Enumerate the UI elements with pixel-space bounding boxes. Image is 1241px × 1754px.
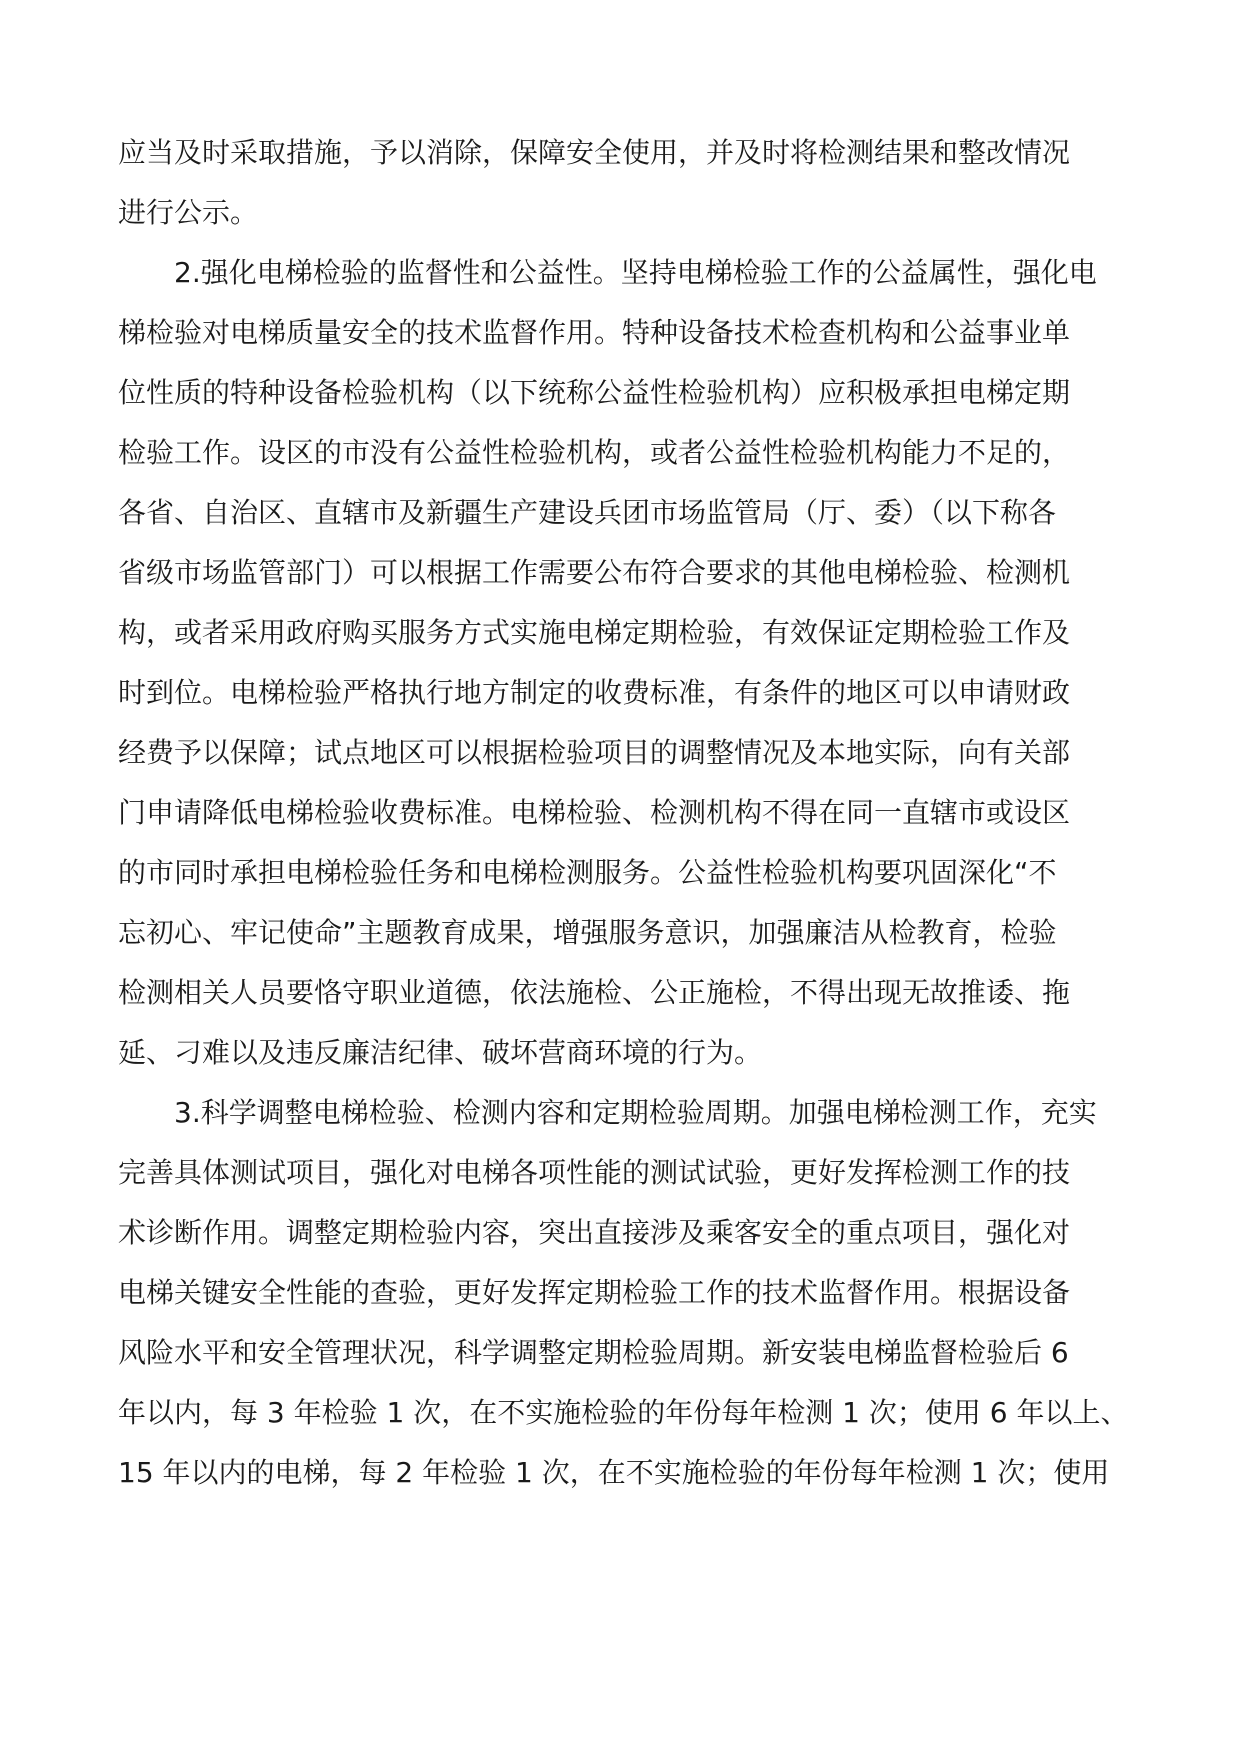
text-line: 忘初心、牢记使命”主题教育成果，增强服务意识，加强廉洁从检教育，检验 [118, 916, 1057, 949]
text-line: 完善具体测试项目，强化对电梯各项性能的测试试验，更好发挥检测工作的技 [118, 1156, 1071, 1189]
text-line: 检测相关人员要恪守职业道德，依法施检、公正施检，不得出现无故推诿、拖 [118, 976, 1071, 1009]
text-line: 电梯关键安全性能的查验，更好发挥定期检验工作的技术监督作用。根据设备 [118, 1276, 1071, 1309]
paragraph-start-line: 3.科学调整电梯检验、检测内容和定期检验周期。加强电梯检测工作，充实 [174, 1096, 1097, 1129]
text-line: 术诊断作用。调整定期检验内容，突出直接涉及乘客安全的重点项目，强化对 [118, 1216, 1071, 1249]
text-line: 风险水平和安全管理状况，科学调整定期检验周期。新安装电梯监督检验后 6 [118, 1336, 1069, 1369]
text-line: 的市同时承担电梯检验任务和电梯检测服务。公益性检验机构要巩固深化“不 [118, 856, 1057, 889]
text-line: 门申请降低电梯检验收费标准。电梯检验、检测机构不得在同一直辖市或设区 [118, 796, 1071, 829]
text-line: 进行公示。 [118, 196, 259, 229]
text-line: 延、刁难以及违反廉洁纪律、破坏营商环境的行为。 [118, 1036, 763, 1069]
text-line: 15 年以内的电梯，每 2 年检验 1 次，在不实施检验的年份每年检测 1 次；使用 [118, 1456, 1110, 1489]
text-line: 构，或者采用政府购买服务方式实施电梯定期检验，有效保证定期检验工作及 [118, 616, 1071, 649]
text-line: 梯检验对电梯质量安全的技术监督作用。特种设备技术检查机构和公益事业单 [118, 316, 1071, 349]
text-line: 时到位。电梯检验严格执行地方制定的收费标准，有条件的地区可以申请财政 [118, 676, 1071, 709]
text-line: 年以内，每 3 年检验 1 次，在不实施检验的年份每年检测 1 次；使用 6 年以上、 [118, 1396, 1129, 1429]
text-line: 检验工作。设区的市没有公益性检验机构，或者公益性检验机构能力不足的， [118, 436, 1071, 469]
text-line: 省级市场监管部门）可以根据工作需要公布符合要求的其他电梯检验、检测机 [118, 556, 1071, 589]
text-line: 经费予以保障；试点地区可以根据检验项目的调整情况及本地实际，向有关部 [118, 736, 1071, 769]
text-line: 各省、自治区、直辖市及新疆生产建设兵团市场监管局（厅、委）（以下称各 [118, 496, 1057, 529]
paragraph-start-line: 2.强化电梯检验的监督性和公益性。坚持电梯检验工作的公益属性，强化电 [174, 256, 1097, 289]
text-line: 应当及时采取措施，予以消除，保障安全使用，并及时将检测结果和整改情况 [118, 136, 1071, 169]
text-line: 位性质的特种设备检验机构（以下统称公益性检验机构）应积极承担电梯定期 [118, 376, 1071, 409]
